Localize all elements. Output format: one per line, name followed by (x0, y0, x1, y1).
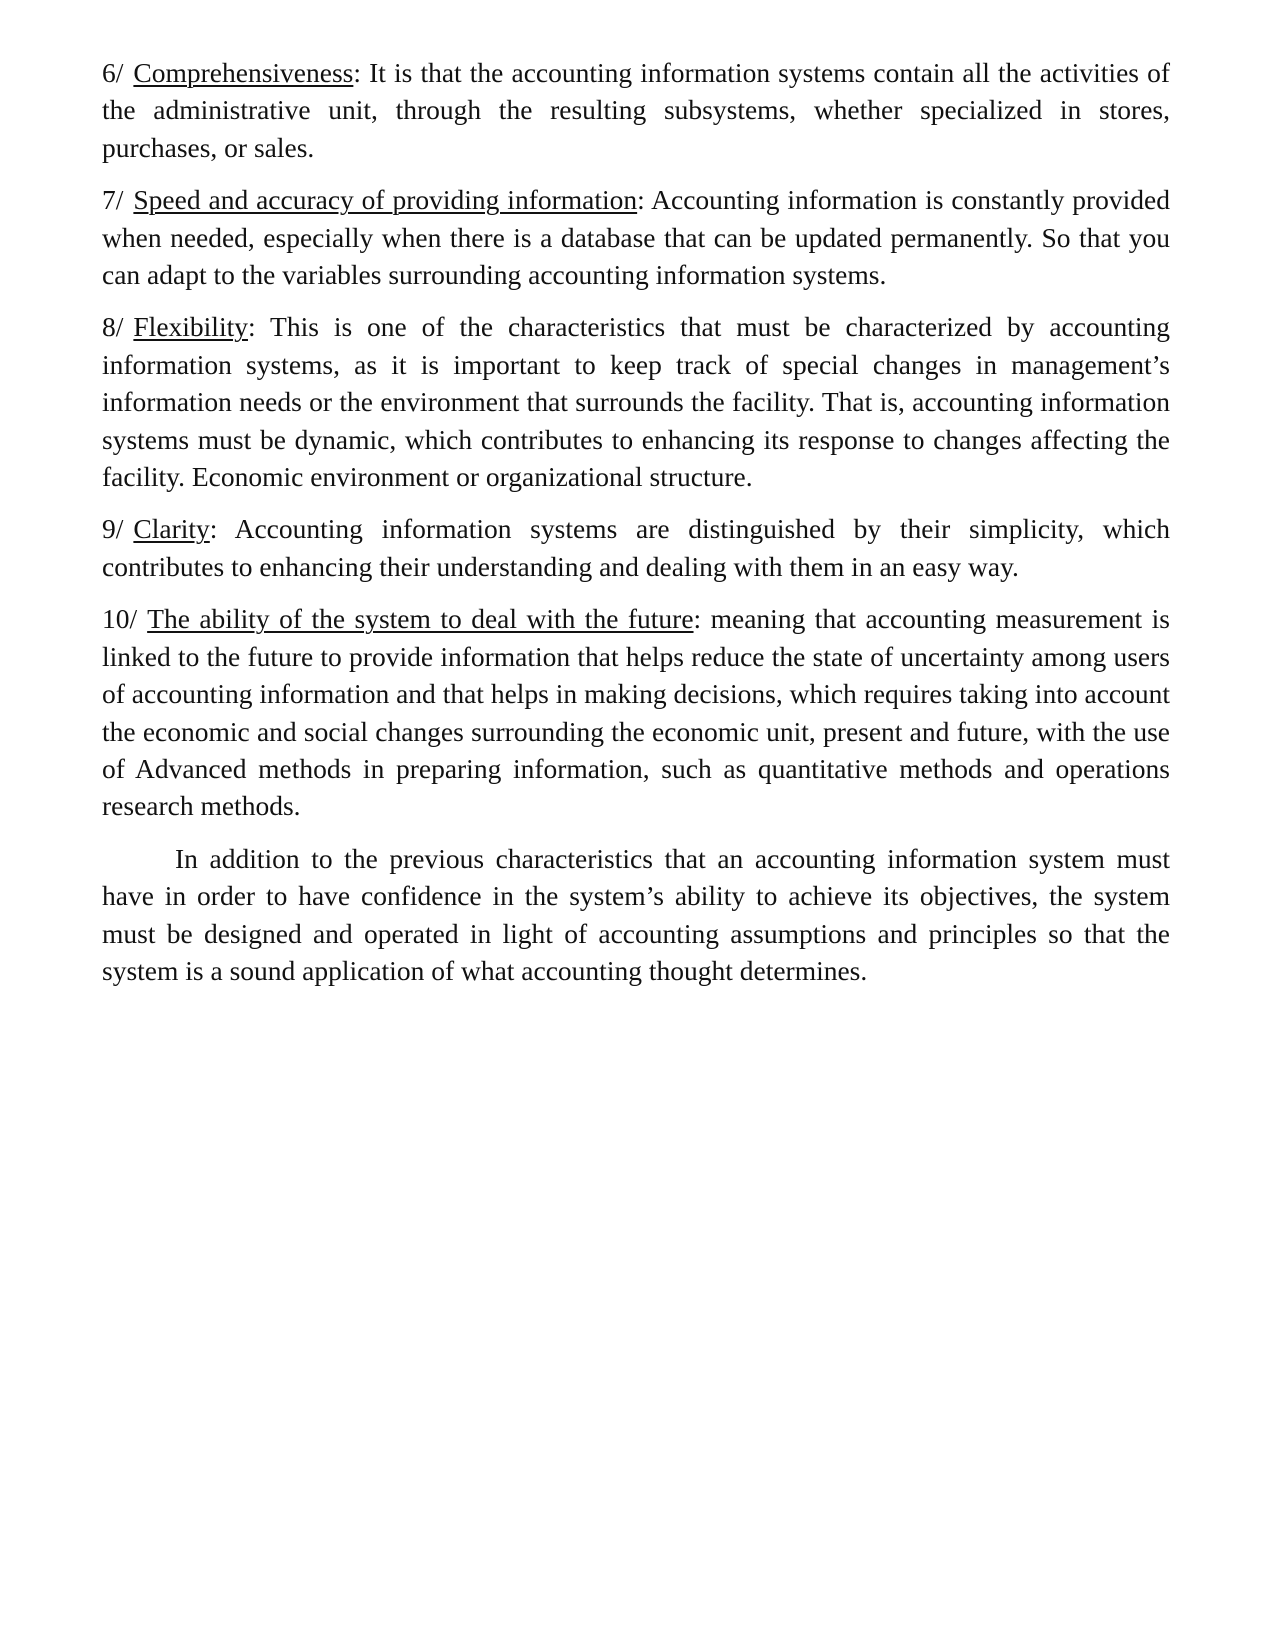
item-number: 9/ (102, 513, 124, 545)
item-number: 8/ (102, 311, 124, 343)
item-separator: : (693, 603, 702, 635)
item-separator: : (209, 513, 218, 545)
item-text: Accounting information systems are distinguished by their simplicity, which contributes to enhancing their understanding and dealing with them in an easy way. (102, 513, 1170, 582)
item-text: Accounting information is constantly provided when needed, especially when there is a database that can be updated permanently. So that you can adapt to the variables surrounding accounting information systems. (102, 184, 1170, 291)
item-separator: : (637, 184, 645, 216)
list-item-comprehensiveness (102, 54, 1170, 166)
item-term: Clarity (133, 513, 210, 545)
item-number: 7/ (102, 184, 124, 216)
item-number: 10/ (102, 603, 138, 635)
list-item-flexibility (102, 308, 1170, 495)
item-term: The ability of the system to deal with the future (147, 603, 694, 635)
item-term: Speed and accuracy of providing information (133, 184, 638, 216)
list-item-speed-accuracy (102, 181, 1170, 293)
closing-paragraph: In addition to the previous characteristics that an accounting information system must have in order to have confidence in the system’s ability to achieve its objectives, the system must be designed and operated in light of accounting assumptions and principles so that the system is a sound application of what accounting thought determines. (102, 842, 1170, 986)
item-term: Comprehensiveness (133, 57, 354, 88)
item-term: Flexibility (133, 311, 248, 343)
list-item-clarity (102, 510, 1170, 585)
item-separator: : (353, 57, 361, 88)
item-number: 6/ (102, 57, 124, 88)
item-text: This is one of the characteristics that must be characterized by accounting information systems, as it is important to keep track of special changes in management’s information needs or the environment that surrounds the facility. That is, accounting information systems must be dynamic, which contributes to enhancing its response to changes affecting the facility. Economic environment or organizational structure. (102, 311, 1170, 493)
document-page (102, 54, 1170, 1004)
item-separator: : (247, 311, 256, 343)
item-text: It is that the accounting information systems contain all the activities of the administrative unit, through the resulting subsystems, whether specialized in stores, purchases, or sales. (102, 57, 1170, 163)
item-text: meaning that accounting measurement is linked to the future to provide information that helps reduce the state of uncertainty among users of accounting information and that helps in making decisions, which requires taking into account the economic and social changes surrounding the economic unit, present and future, with the use of Advanced methods in preparing information, such as quantitative methods and operations research methods. (102, 603, 1170, 822)
list-item-future-ability (102, 600, 1170, 824)
